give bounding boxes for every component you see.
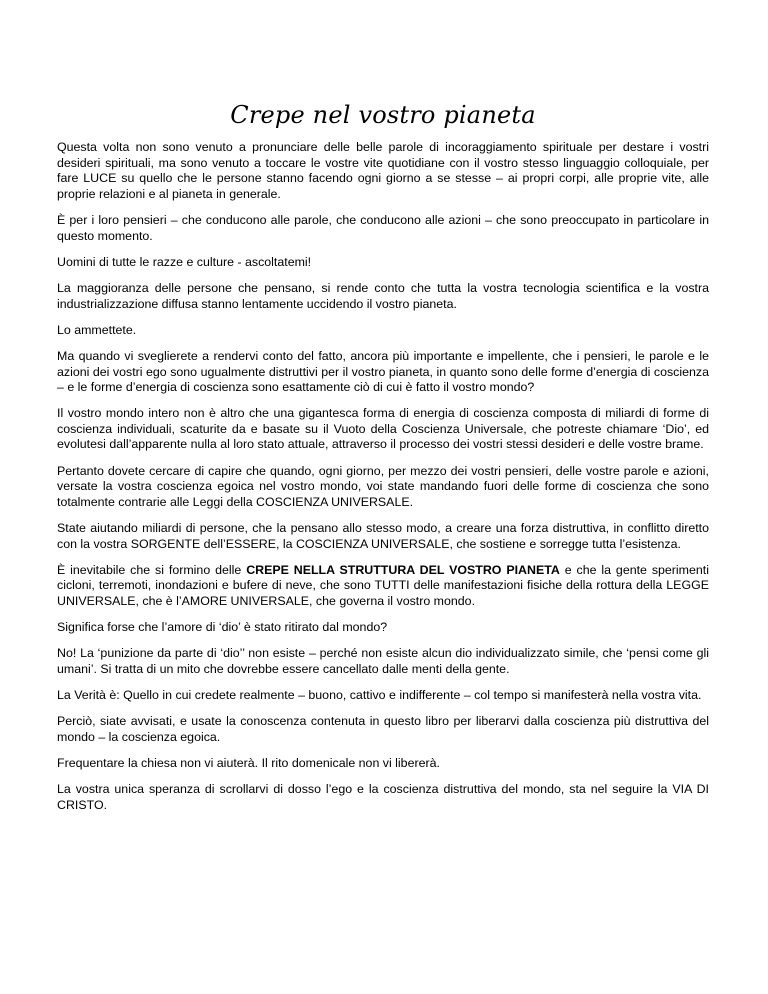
paragraph: La maggioranza delle persone che pensano, si rende conto che tutta la vostra tecnologia scientifica e la vostra industrializzazione diffusa stanno lentamente uccidendo il vostro pianeta.: [57, 280, 709, 311]
paragraph: Lo ammettete.: [57, 322, 137, 337]
paragraph: Frequentare la chiesa non vi aiuterà. Il rito domenicale non vi libererà.: [57, 756, 440, 771]
document-page: [57, 100, 709, 824]
paragraph: Pertanto dovete cercare di capire che quando, ogni giorno, per mezzo dei vostri pensieri, delle vostre parole e azioni, versate la vostra coscienza egoica nel vostro mondo, voi state mandando fuori delle forme di coscienza che sono totalmente contrarie alle Leggi della COSCIENZA UNIVERSALE.: [57, 463, 709, 509]
paragraph: La Verità è: Quello in cui credete realmente – buono, cattivo e indifferente – col tempo si manifesterà nella vostra vita.: [57, 688, 702, 703]
paragraph: Il vostro mondo intero non è altro che una gigantesca forma di energia di coscienza composta di miliardi di forme di coscienza individuali, scaturite da e basate su il Vuoto della Coscienza Universale, che potreste chiamare ‘Dio’, ed evolutesi dall’apparente nulla al loro stato attuale, attraverso il processo dei vostri stessi desideri e delle vostre brame.: [57, 406, 709, 452]
paragraph-text: e che la gente sperimenti cicloni, terremoti, inondazioni e bufere di neve, che sono TUTTI delle manifestazioni fisiche della rottura della LEGGE UNIVERSALE, che è l’AMORE UNIVERSALE, che governa il vostro mondo.: [57, 562, 709, 608]
paragraph: State aiutando miliardi di persone, che la pensano allo stesso modo, a creare una forza distruttiva, in conflitto diretto con la vostra SORGENTE dell’ESSERE, la COSCIENZA UNIVERSALE, che sostiene e sorregge tutta l’esistenza.: [57, 521, 709, 551]
paragraph: Significa forse che l’amore di ‘dio’ è stato ritirato dal mondo?: [57, 620, 388, 635]
paragraph: La vostra unica speranza di scrollarvi di dosso l’ego e la coscienza distruttiva del mondo, sta nel seguire la VIA DI CRISTO.: [57, 782, 709, 812]
paragraph: Perciò, siate avvisati, e usate la conoscenza contenuta in questo libro per liberarvi dalla coscienza più distruttiva del mondo – la coscienza egoica.: [57, 714, 709, 744]
paragraph-text: È inevitabile che si formino delle: [57, 562, 247, 577]
paragraph: Uomini di tutte le razze e culture - ascoltatemi!: [57, 254, 312, 269]
paragraph-with-bold: [57, 563, 709, 610]
paragraph: No! La ‘punizione da parte di ‘dio’’ non esiste – perché non esiste alcun dio individualizzato simile, che ‘pensi come gli umani’. Si tratta di un mito che dovrebbe essere cancellato dalle menti della gente.: [57, 646, 709, 676]
paragraph: Questa volta non sono venuto a pronunciare delle belle parole di incoraggiamento spirituale per destare i vostri desideri spirituali, ma sono venuto a toccare le vostre vite quotidiane con il vostro stesso linguaggio colloquiale, per fare LUCE su quello che le persone stanno facendo ogni giorno a se stesse – ai propri corpi, alle proprie vite, alle proprie relazioni e al pianeta in generale.: [57, 140, 709, 201]
page-title: Crepe nel vostro pianeta: [230, 101, 536, 129]
paragraph: È per i loro pensieri – che conducono alle parole, che conducono alle azioni – che sono preoccupato in particolare in questo momento.: [57, 212, 709, 243]
paragraph: Ma quando vi sveglierete a rendervi conto del fatto, ancora più importante e impellente, che i pensieri, le parole e le azioni dei vostri ego sono ugualmente distruttivi per il vostro pianeta, in quanto sono delle forme d’energia di coscienza – e le forme d’energia di coscienza sono esattamente ciò di cui è fatto il vostro mondo?: [57, 348, 709, 395]
bold-emphasis: CREPE NELLA STRUTTURA DEL VOSTRO PIANETA: [246, 562, 560, 577]
